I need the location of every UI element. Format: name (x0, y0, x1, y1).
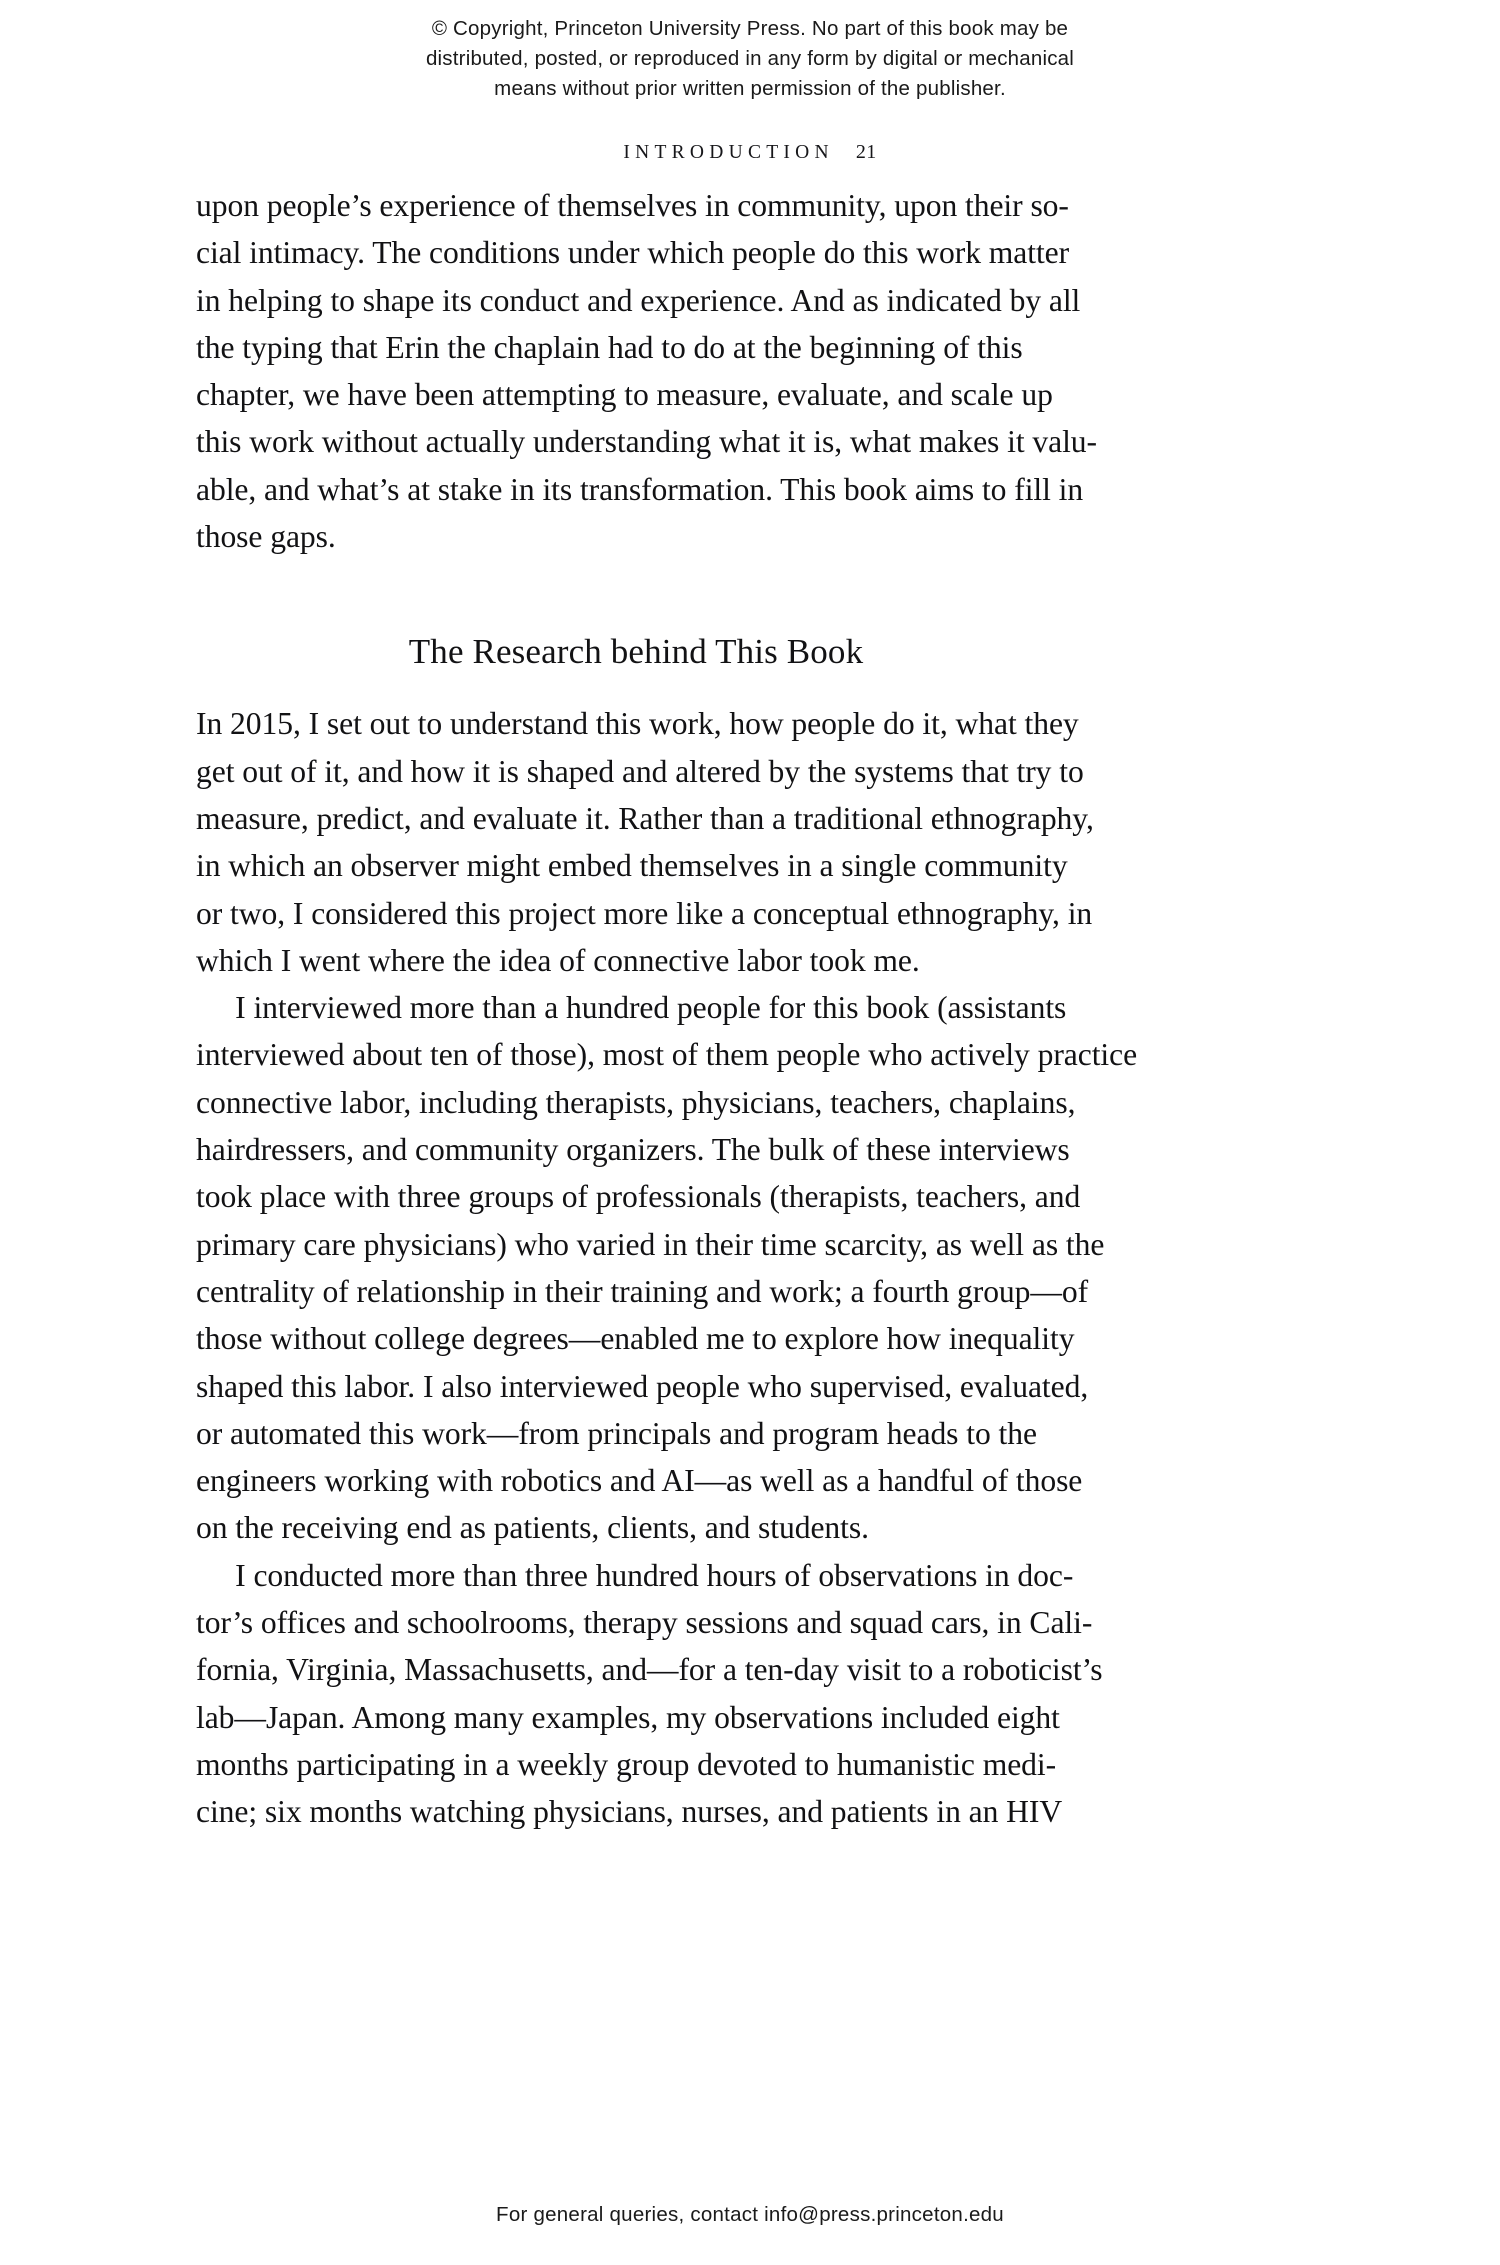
text-line: those gaps. (196, 519, 336, 555)
text-line: engineers working with robotics and AI—as well as a handful of those (196, 1463, 1083, 1499)
text-line: interviewed about ten of those), most of them people who actively practice (196, 1037, 1138, 1073)
text-line: able, and what’s at stake in its transformation. This book aims to fill in (196, 471, 1084, 507)
text-line: in helping to shape its conduct and experience. And as indicated by all (196, 282, 1081, 318)
text-line: primary care physicians) who varied in their time scarcity, as well as the (196, 1226, 1105, 1262)
text-line: those without college degrees—enabled me to explore how inequality (196, 1321, 1075, 1357)
copyright-notice (0, 14, 1500, 104)
text-line: lab—Japan. Among many examples, my observations included eight (196, 1699, 1060, 1735)
copyright-line-2: distributed, posted, or reproduced in any form by digital or mechanical (425, 47, 1075, 70)
text-line: shaped this labor. I also interviewed people who supervised, evaluated, (196, 1368, 1089, 1404)
text-line: months participating in a weekly group devoted to humanistic medi- (196, 1746, 1057, 1782)
section-heading: The Research behind This Book (408, 632, 864, 672)
text-line: in which an observer might embed themselves in a single community (196, 848, 1068, 884)
text-line: centrality of relationship in their training and work; a fourth group—of (196, 1273, 1089, 1309)
text-line: on the receiving end as patients, clients, and students. (196, 1510, 869, 1546)
text-line: this work without actually understanding what it is, what makes it valu- (196, 424, 1097, 460)
text-column (196, 182, 1138, 1836)
section-spacer (196, 560, 1076, 616)
text-line: cial intimacy. The conditions under which people do this work matter (196, 235, 1070, 271)
text-line: which I went where the idea of connective labor took me. (196, 942, 920, 978)
text-line: In 2015, I set out to understand this work, how people do it, what they (196, 706, 1079, 742)
page-number: 21 (855, 141, 877, 163)
copyright-line-1: © Copyright, Princeton University Press. No part of this book may be (431, 17, 1069, 40)
text-line: fornia, Virginia, Massachusetts, and—for a ten-day visit to a roboticist’s (196, 1652, 1103, 1688)
text-line: the typing that Erin the chaplain had to do at the beginning of this (196, 329, 1023, 365)
text-line: or automated this work—from principals and program heads to the (196, 1415, 1037, 1451)
text-line: hairdressers, and community organizers. The bulk of these interviews (196, 1132, 1070, 1168)
text-line: or two, I considered this project more like a conceptual ethnography, in (196, 895, 1093, 931)
text-line: took place with three groups of professionals (therapists, teachers, and (196, 1179, 1081, 1215)
text-line: tor’s offices and schoolrooms, therapy sessions and squad cars, in Cali- (196, 1605, 1093, 1641)
paragraph-observations (196, 1552, 1103, 1836)
text-line: measure, predict, and evaluate it. Rather than a traditional ethnography, (196, 800, 1094, 836)
paragraph-interviews (196, 984, 1138, 1552)
copyright-line-3: means without prior written permission of the publisher. (494, 77, 1006, 100)
text-line: chapter, we have been attempting to measure, evaluate, and scale up (196, 377, 1053, 413)
running-head (0, 140, 1500, 165)
footer-queries-text: For general queries, contact info@press.princeton.edu (496, 2203, 1004, 2226)
paragraph-continuation (196, 182, 1097, 560)
text-line: cine; six months watching physicians, nurses, and patients in an HIV (196, 1794, 1063, 1830)
page-footer (0, 2203, 1500, 2227)
paragraph-research-overview (196, 700, 1094, 984)
text-line: connective labor, including therapists, physicians, teachers, chaplains, (196, 1084, 1076, 1120)
text-line: I conducted more than three hundred hours of observations in doc- (196, 1557, 1074, 1593)
running-head-chapter-label: INTRODUCTION (623, 142, 834, 163)
text-line: get out of it, and how it is shaped and altered by the systems that try to (196, 753, 1084, 789)
text-line: upon people’s experience of themselves in community, upon their so- (196, 188, 1069, 223)
text-line: I interviewed more than a hundred people for this book (assistants (196, 990, 1067, 1026)
